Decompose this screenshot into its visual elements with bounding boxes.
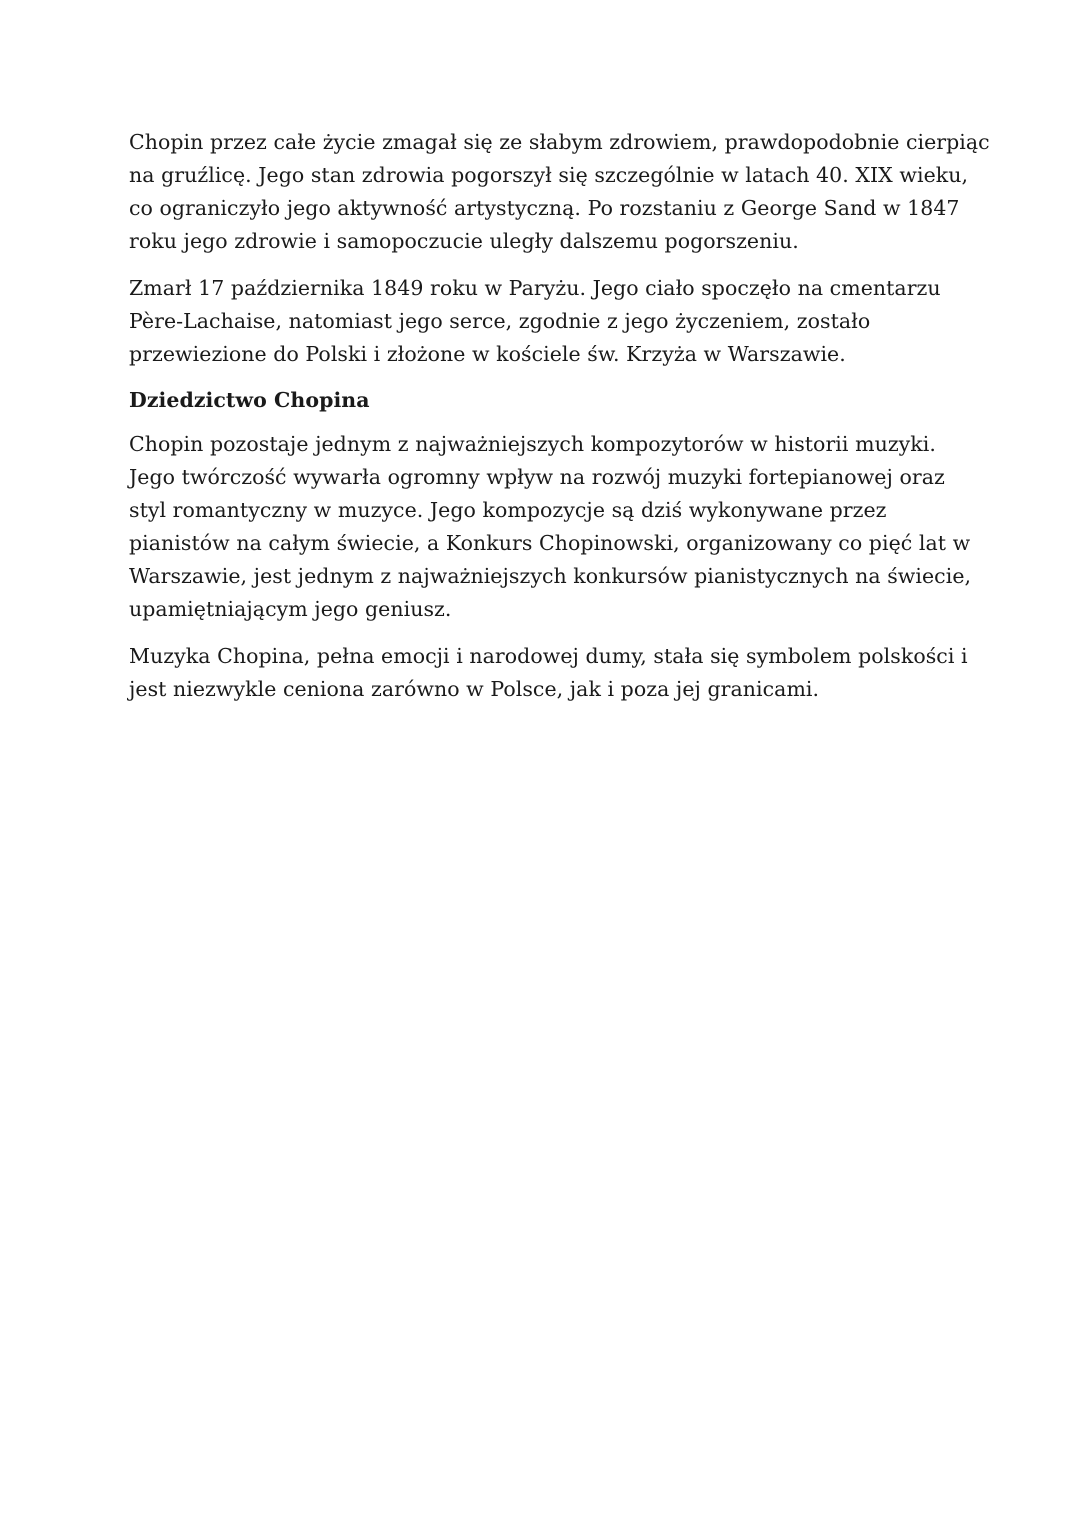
text-line: co ograniczyło jego aktywność artystyczną. Po rozstaniu z George Sand w 1847 [129,196,960,220]
text-line: upamiętniającym jego geniusz. [129,597,452,621]
text-line: roku jego zdrowie i samopoczucie uległy dalszemu pogorszeniu. [129,229,799,253]
text-line: pianistów na całym świecie, a Konkurs Chopinowski, organizowany co pięć lat w [129,531,971,555]
paragraph-health [129,126,990,258]
text-line: styl romantyczny w muzyce. Jego kompozycje są dziś wykonywane przez [129,498,887,522]
text-line: Warszawie, jest jednym z najważniejszych konkursów pianistycznych na świecie, [129,564,972,588]
text-line: Père-Lachaise, natomiast jego serce, zgodnie z jego życzeniem, zostało [129,309,871,333]
paragraph-legacy [129,428,972,626]
text-line: Jego twórczość wywarła ogromny wpływ na rozwój muzyki fortepianowej oraz [129,465,945,489]
paragraph-death [129,272,959,371]
paragraph-music [129,640,968,706]
text-line: na gruźlicę. Jego stan zdrowia pogorszył się szczególnie w latach 40. XIX wieku, [129,163,969,187]
section-heading: Dziedzictwo Chopina [129,388,370,412]
text-line: przewiezione do Polski i złożone w kościele św. Krzyża w Warszawie. [129,342,846,366]
text-line: jest niezwykle ceniona zarówno w Polsce, jak i poza jej granicami. [129,677,820,701]
text-line: Muzyka Chopina, pełna emocji i narodowej dumy, stała się symbolem polskości i [129,644,968,668]
text-line: Chopin pozostaje jednym z najważniejszych kompozytorów w historii muzyki. [129,432,936,456]
document-body [129,126,990,720]
text-line: Zmarł 17 października 1849 roku w Paryżu. Jego ciało spoczęło na cmentarzu [129,276,941,300]
text-line: Chopin przez całe życie zmagał się ze słabym zdrowiem, prawdopodobnie cierpiąc [129,130,990,154]
